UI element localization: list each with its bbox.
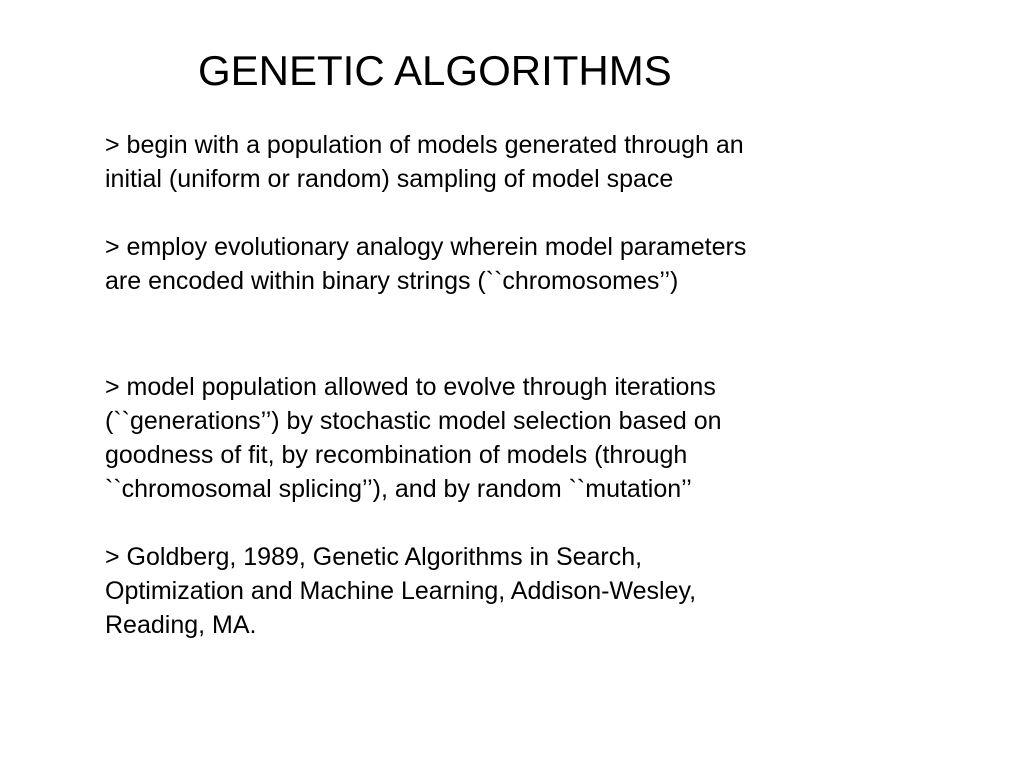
bullet-population [105, 128, 925, 196]
slide-title: GENETIC ALGORITHMS [198, 47, 672, 94]
bullet-line: Reading, MA. [105, 611, 257, 639]
bullet-line: > begin with a population of models generated through an [105, 131, 744, 159]
bullet-line: goodness of fit, by recombination of models (through [105, 441, 688, 469]
bullet-line: > model population allowed to evolve through iterations [105, 373, 716, 401]
bullet-line: are encoded within binary strings (``chromosomes’’) [105, 267, 679, 295]
bullet-line: > employ evolutionary analogy wherein model parameters [105, 233, 747, 261]
bullet-line: initial (uniform or random) sampling of model space [105, 165, 674, 193]
bullet-line: ``chromosomal splicing’’), and by random ``mutation’’ [105, 475, 692, 503]
bullet-line: (``generations’’) by stochastic model selection based on [105, 407, 722, 435]
bullet-line: > Goldberg, 1989, Genetic Algorithms in Search, [105, 543, 643, 571]
bullet-evolutionary-analogy [105, 230, 925, 298]
bullet-model-evolution [105, 370, 925, 506]
bullet-line: Optimization and Machine Learning, Addison-Wesley, [105, 577, 697, 605]
bullet-reference [105, 540, 925, 642]
